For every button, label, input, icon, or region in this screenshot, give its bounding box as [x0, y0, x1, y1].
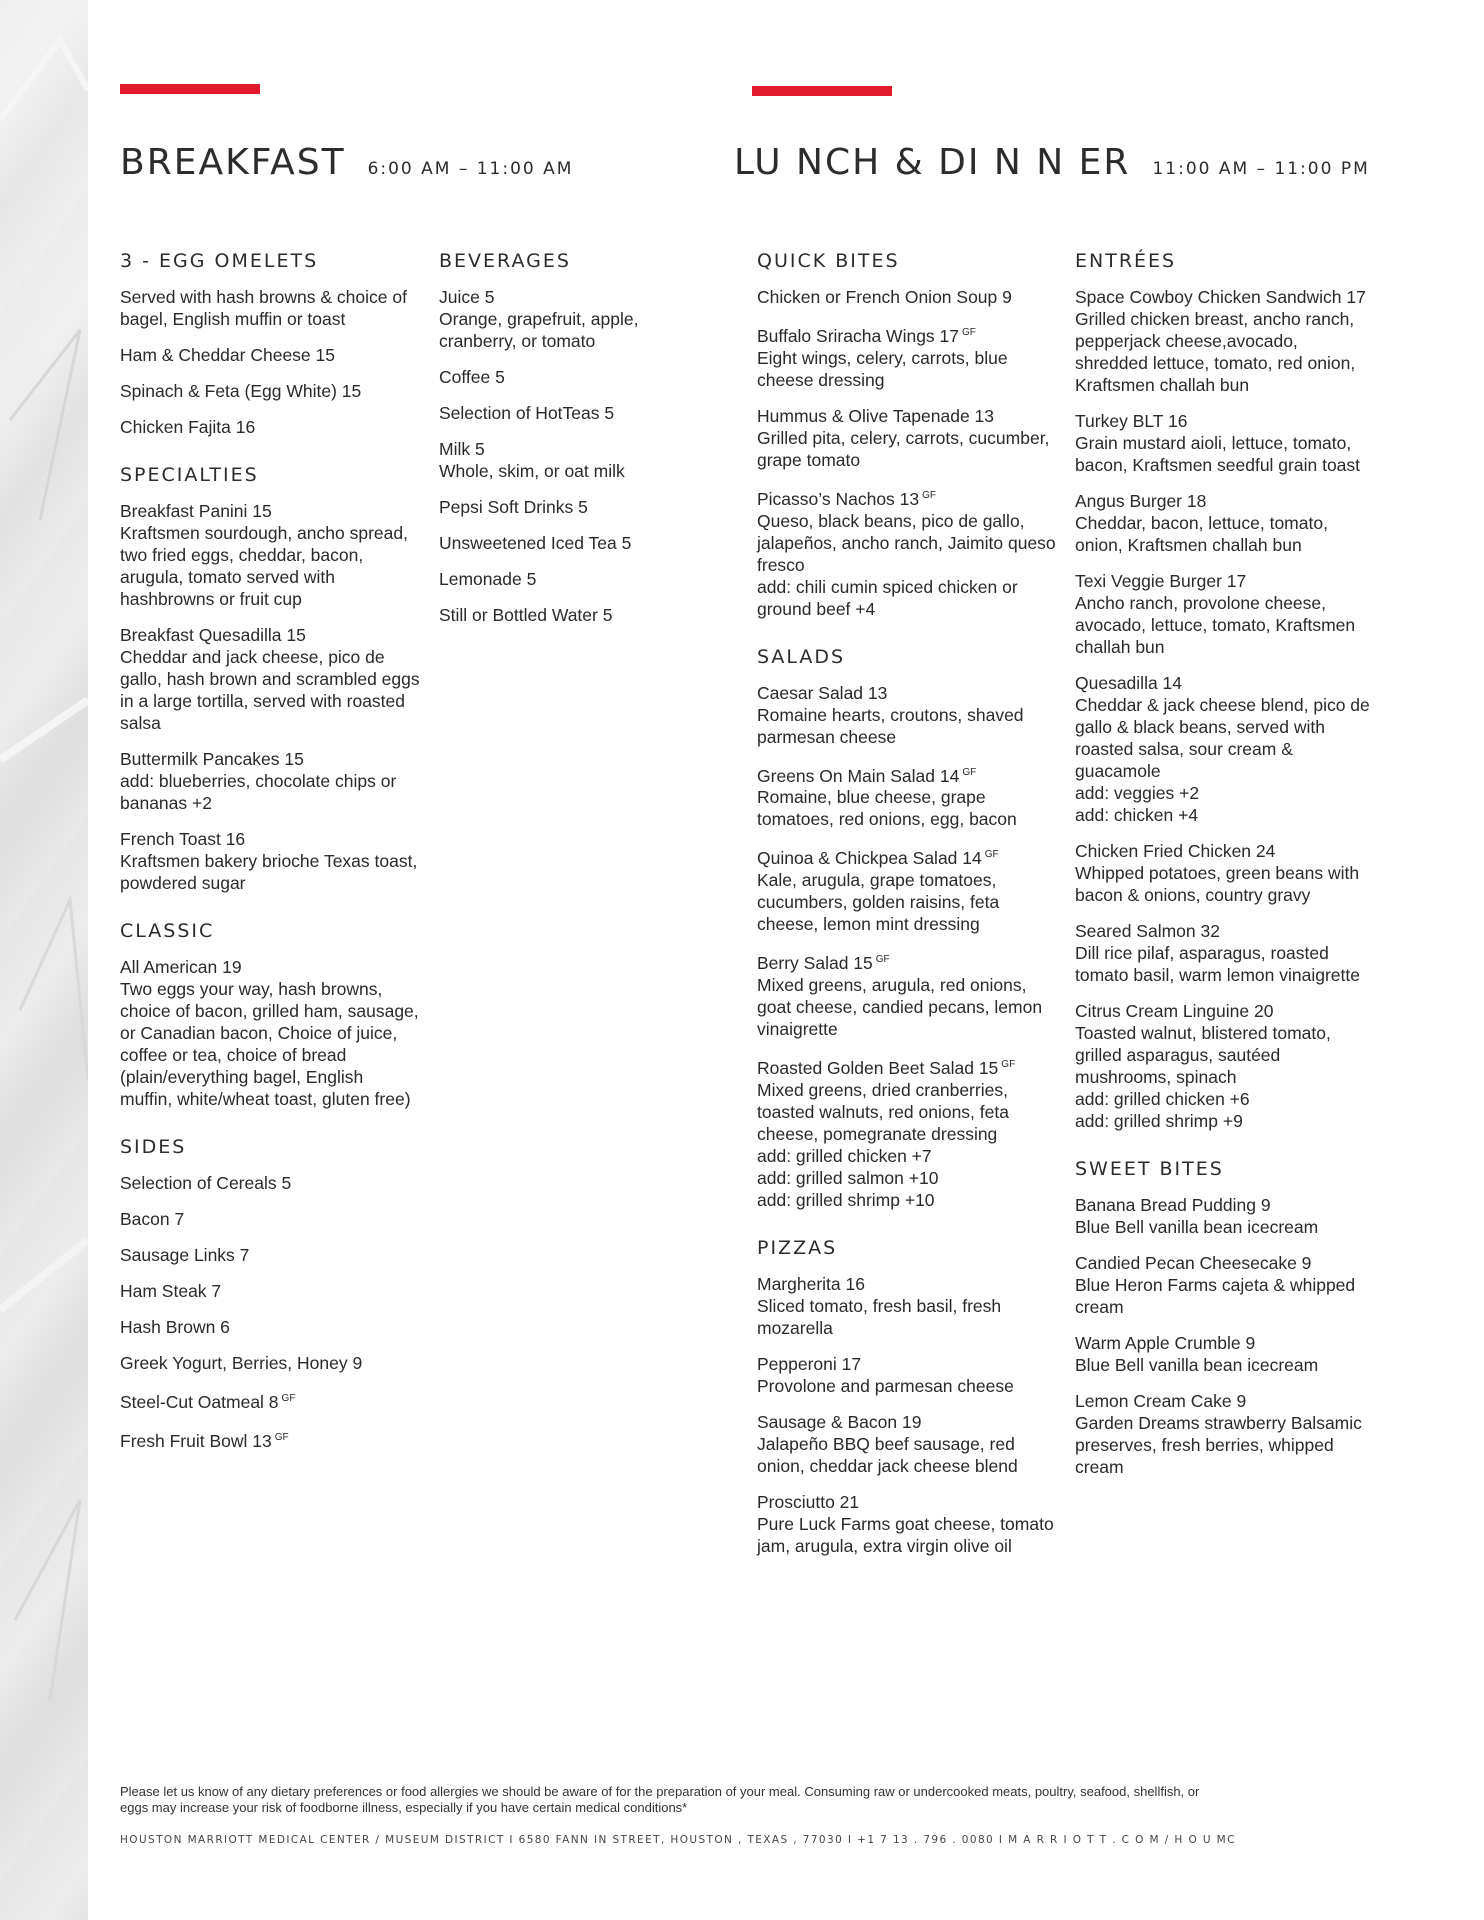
category-heading: 3 - EGG OMELETS	[120, 250, 319, 272]
item-name-text: Selection of Cereals 5	[120, 1173, 292, 1193]
menu-item	[757, 1411, 1057, 1477]
category-heading: CLASSIC	[120, 920, 215, 942]
menu-item	[1075, 570, 1375, 658]
category-heading: SIDES	[120, 1136, 187, 1158]
menu-item	[120, 380, 420, 402]
breakfast-accent-bar	[120, 84, 260, 94]
item-add-on: add: grilled salmon +10	[757, 1167, 939, 1188]
item-name-text: Pepsi Soft Drinks 5	[439, 497, 588, 517]
menu-item	[757, 485, 1057, 620]
item-description: Jalapeño BBQ beef sausage, red onion, cheddar jack cheese blend	[757, 1433, 1018, 1476]
item-name-text: All American 19	[120, 957, 242, 977]
item-name-price	[757, 485, 1057, 510]
lunch-dinner-hours: 11:00 AM – 11:00 PM	[1152, 159, 1370, 179]
item-name-price	[439, 496, 719, 518]
item-name-price	[120, 1388, 420, 1413]
item-add-on: add: veggies +2	[1075, 783, 1200, 803]
item-description: Orange, grapefruit, apple, cranberry, or tomato	[439, 309, 639, 351]
item-add-on: add: grilled shrimp +10	[757, 1189, 935, 1210]
item-name-price	[757, 1411, 1057, 1433]
item-description: Served with hash browns & choice of bagel, English muffin or toast	[120, 287, 407, 329]
item-description: Cheddar & jack cheese blend, pico de gallo & black beans, served with roasted salsa, sour cream & guacamole	[1075, 695, 1370, 781]
item-name-price	[439, 286, 719, 308]
item-name-price	[757, 1054, 1057, 1079]
menu-item	[120, 500, 420, 610]
menu-item	[757, 844, 1057, 935]
category-heading: PIZZAS	[757, 1236, 838, 1259]
item-name-price	[1075, 410, 1375, 432]
item-name-text: Spinach & Feta (Egg White) 15	[120, 381, 362, 401]
item-description: Ancho ranch, provolone cheese, avocado, lettuce, tomato, Kraftsmen challah bun	[1075, 593, 1356, 657]
item-name-text: Chicken or French Onion Soup 9	[757, 287, 1012, 307]
item-description: Provolone and parmesan cheese	[757, 1375, 1014, 1396]
item-name-price	[120, 1352, 420, 1374]
item-name-text: Warm Apple Crumble 9	[1075, 1333, 1256, 1353]
breakfast-column-1	[120, 250, 420, 1478]
item-add-on: add: chili cumin spiced chicken or ground beef +4	[757, 576, 1018, 619]
item-name-text: Pepperoni 17	[757, 1353, 862, 1374]
gluten-free-badge: GF	[962, 327, 976, 338]
item-name-text: Buttermilk Pancakes 15	[120, 749, 304, 769]
menu-item	[120, 956, 420, 1110]
item-description: Grain mustard aioli, lettuce, tomato, bacon, Kraftsmen seedful grain toast	[1075, 433, 1361, 475]
item-name-text: Selection of HotTeas 5	[439, 403, 615, 423]
item-name-text: Space Cowboy Chicken Sandwich 17	[1075, 287, 1366, 307]
gluten-free-badge: GF	[281, 1393, 296, 1404]
item-name-text: Juice 5	[439, 287, 495, 307]
gluten-free-badge: GF	[984, 849, 999, 861]
item-name-text: Chicken Fried Chicken 24	[1075, 841, 1276, 861]
item-name-text: Picasso’s Nachos 13	[757, 488, 920, 509]
item-name-price	[757, 322, 1057, 347]
breakfast-column-2	[439, 250, 719, 652]
menu-item	[120, 1316, 420, 1338]
item-name-text: Breakfast Quesadilla 15	[120, 625, 306, 645]
item-name-text: Berry Salad 15	[757, 953, 873, 974]
menu-item	[120, 828, 420, 894]
category-heading: SALADS	[757, 645, 846, 668]
menu-item	[439, 402, 719, 424]
menu-item	[439, 604, 719, 626]
item-description: Eight wings, celery, carrots, blue cheese dressing	[757, 347, 1008, 390]
item-name-price	[439, 402, 719, 424]
item-name-text: Still or Bottled Water 5	[439, 605, 613, 625]
item-name-price	[1075, 672, 1375, 694]
item-name-text: Texi Veggie Burger 17	[1075, 571, 1247, 591]
item-name-text: Hummus & Olive Tapenade 13	[757, 405, 995, 426]
item-description: Mixed greens, dried cranberries, toasted walnuts, red onions, feta cheese, pomegranate dressing	[757, 1079, 1009, 1144]
menu-section-classic	[120, 920, 420, 1110]
menu-section-beverages	[439, 250, 719, 626]
item-name-price	[120, 1172, 420, 1194]
menu-item	[120, 748, 420, 814]
item-name-price	[1075, 920, 1375, 942]
item-name-price	[1075, 286, 1375, 308]
category-heading: QUICK BITES	[757, 250, 900, 272]
item-name-text: Lemon Cream Cake 9	[1075, 1391, 1247, 1411]
marble-texture-icon	[0, 0, 88, 1920]
item-name-price	[1075, 570, 1375, 592]
item-name-price	[120, 828, 420, 850]
item-name-text: Steel-Cut Oatmeal 8	[120, 1391, 279, 1412]
menu-item	[120, 1244, 420, 1266]
menu-item	[757, 286, 1057, 308]
item-name-price	[439, 568, 719, 590]
item-name-price	[757, 405, 1057, 427]
item-name-price	[1075, 1194, 1375, 1216]
item-name-price	[439, 532, 719, 554]
item-name-price	[439, 366, 719, 388]
lunch-column-1	[757, 250, 1057, 1583]
menu-item	[120, 1427, 420, 1452]
item-name-price	[1075, 1000, 1375, 1022]
menu-section-salads	[757, 646, 1057, 1211]
item-name-price	[120, 1316, 420, 1338]
menu-section-entr-es	[1075, 250, 1375, 1132]
item-name-text: French Toast 16	[120, 829, 246, 849]
menu-item	[120, 344, 420, 366]
item-description: Dill rice pilaf, asparagus, roasted tomato basil, warm lemon vinaigrette	[1075, 943, 1360, 985]
menu-item	[1075, 1390, 1375, 1478]
category-heading: ENTRÉES	[1075, 250, 1177, 272]
menu-item	[1075, 490, 1375, 556]
menu-item	[120, 624, 420, 734]
menu-item	[757, 1273, 1057, 1339]
breakfast-heading	[120, 142, 573, 183]
item-name-price	[120, 624, 420, 646]
item-description: Sliced tomato, fresh basil, fresh mozarella	[757, 1295, 1002, 1338]
category-heading: SPECIALTIES	[120, 464, 259, 486]
item-name-text: Candied Pecan Cheesecake 9	[1075, 1253, 1312, 1273]
item-description: Garden Dreams strawberry Balsamic preserves, fresh berries, whipped cream	[1075, 1413, 1362, 1477]
item-description: Blue Bell vanilla bean icecream	[1075, 1355, 1319, 1375]
item-name-price	[120, 1244, 420, 1266]
breakfast-title: BREAKFAST	[120, 142, 346, 183]
item-description: Romaine, blue cheese, grape tomatoes, red onions, egg, bacon	[757, 787, 1017, 830]
item-name-text: Citrus Cream Linguine 20	[1075, 1001, 1274, 1021]
item-name-text: Buffalo Sriracha Wings 17	[757, 325, 960, 346]
item-name-price	[120, 416, 420, 438]
menu-section-sweet-bites	[1075, 1158, 1375, 1478]
menu-item	[757, 1491, 1057, 1557]
item-name-text: Lemonade 5	[439, 569, 537, 589]
item-description: Romaine hearts, croutons, shaved parmesan cheese	[757, 704, 1024, 747]
menu-item	[439, 568, 719, 590]
item-name-text: Coffee 5	[439, 367, 505, 387]
item-name-price	[120, 1208, 420, 1230]
item-name-price	[120, 500, 420, 522]
item-name-text: Seared Salmon 32	[1075, 921, 1220, 941]
menu-item	[757, 949, 1057, 1040]
item-description: Kraftsmen bakery brioche Texas toast, powdered sugar	[120, 851, 418, 893]
item-description: Grilled chicken breast, ancho ranch, pepperjack cheese,avocado, shredded lettuce, tomato, red onion, Kraftsmen challah bun	[1075, 309, 1356, 395]
gluten-free-badge: GF	[962, 766, 977, 778]
item-name-price	[1075, 490, 1375, 512]
menu-item	[1075, 1332, 1375, 1376]
gluten-free-badge: GF	[274, 1431, 289, 1443]
menu-section-3-egg-omelets	[120, 250, 420, 438]
hotel-footer: HOUSTON MARRIOTT MEDICAL CENTER / MUSEUM DISTRICT I 6580 FANN IN STREET, HOUSTON , TEXAS , 77030 I +1 7 13 . 796 . 0080 I M A R R I O T T . C O M / H O U MC	[120, 1834, 1236, 1846]
item-name-text: Hash Brown 6	[120, 1317, 230, 1337]
item-name-text: Ham & Cheddar Cheese 15	[120, 345, 335, 365]
item-name-text: Milk 5	[439, 439, 485, 459]
item-description: Whole, skim, or oat milk	[439, 461, 625, 481]
menu-item	[1075, 920, 1375, 986]
menu-item	[120, 1208, 420, 1230]
item-name-text: Quesadilla 14	[1075, 673, 1183, 693]
item-description: Kale, arugula, grape tomatoes, cucumbers, golden raisins, feta cheese, lemon mint dressing	[757, 870, 1000, 935]
gluten-free-badge: GF	[922, 489, 937, 501]
menu-section-sides	[120, 1136, 420, 1452]
item-name-text: Angus Burger 18	[1075, 491, 1207, 511]
item-name-price	[757, 682, 1057, 704]
item-name-price	[757, 1491, 1057, 1513]
item-name-price	[120, 748, 420, 770]
item-description: Whipped potatoes, green beans with bacon & onions, country gravy	[1075, 863, 1360, 905]
item-name-price	[120, 956, 420, 978]
item-name-text: Breakfast Panini 15	[120, 501, 272, 521]
item-name-price	[757, 286, 1057, 308]
item-name-price	[1075, 1252, 1375, 1274]
menu-item	[120, 286, 420, 330]
gluten-free-badge: GF	[875, 954, 890, 966]
item-name-text: Chicken Fajita 16	[120, 417, 256, 437]
item-name-text: Margherita 16	[757, 1273, 865, 1294]
item-name-price	[757, 949, 1057, 974]
item-name-text: Unsweetened Iced Tea 5	[439, 533, 632, 553]
item-description: Blue Bell vanilla bean icecream	[1075, 1217, 1319, 1237]
item-name-price	[757, 1273, 1057, 1295]
menu-item	[439, 438, 719, 482]
menu-item	[757, 322, 1057, 391]
item-description: Grilled pita, celery, carrots, cucumber, grape tomato	[757, 427, 1050, 470]
menu-item	[1075, 1194, 1375, 1238]
menu-item	[120, 1352, 420, 1374]
item-name-price	[120, 344, 420, 366]
menu-item	[757, 1054, 1057, 1211]
item-add-on: add: grilled shrimp +9	[1075, 1111, 1243, 1131]
menu-section-specialties	[120, 464, 420, 894]
item-name-text: Caesar Salad 13	[757, 682, 888, 703]
item-name-price	[120, 1280, 420, 1302]
item-name-price	[1075, 1332, 1375, 1354]
menu-item	[1075, 1000, 1375, 1132]
category-heading: SWEET BITES	[1075, 1158, 1224, 1180]
menu-item	[757, 682, 1057, 748]
menu-item	[1075, 672, 1375, 826]
item-name-price	[439, 604, 719, 626]
item-description: Toasted walnut, blistered tomato, grilled asparagus, sautéed mushrooms, spinach	[1075, 1023, 1331, 1087]
lunch-dinner-title: LU NCH & DI N N ER	[734, 142, 1131, 183]
item-name-text: Roasted Golden Beet Salad 15	[757, 1057, 999, 1078]
item-name-price	[120, 380, 420, 402]
item-name-text: Prosciutto 21	[757, 1491, 860, 1512]
menu-item	[120, 1280, 420, 1302]
decorative-side-panel	[0, 0, 88, 1920]
item-description: Cheddar and jack cheese, pico de gallo, hash brown and scrambled eggs in a large tortilla, served with roasted salsa	[120, 647, 420, 733]
item-description: Two eggs your way, hash browns, choice of bacon, grilled ham, sausage, or Canadian bacon, Choice of juice, coffee or tea, choice of bread (plain/everything bagel, English muffin, white/wheat toast, gluten free)	[120, 979, 419, 1109]
item-name-text: Ham Steak 7	[120, 1281, 222, 1301]
item-add-on: add: grilled chicken +7	[757, 1145, 932, 1166]
item-name-price	[120, 1427, 420, 1452]
menu-item	[439, 286, 719, 352]
menu-item	[757, 1353, 1057, 1397]
item-description: Queso, black beans, pico de gallo, jalapeños, ancho ranch, Jaimito queso fresco	[757, 510, 1056, 575]
menu-item	[120, 416, 420, 438]
menu-section-pizzas	[757, 1237, 1057, 1557]
menu-item	[1075, 840, 1375, 906]
menu-item	[757, 762, 1057, 831]
item-add-on: add: grilled chicken +6	[1075, 1089, 1250, 1109]
category-heading: BEVERAGES	[439, 250, 571, 272]
item-name-text: Greens On Main Salad 14	[757, 765, 960, 786]
item-name-price	[757, 844, 1057, 869]
lunch-column-2	[1075, 250, 1375, 1504]
breakfast-hours: 6:00 AM – 11:00 AM	[367, 159, 574, 179]
item-description: Cheddar, bacon, lettuce, tomato, onion, Kraftsmen challah bun	[1075, 513, 1328, 555]
item-name-price	[439, 438, 719, 460]
menu-item	[1075, 410, 1375, 476]
item-description: Kraftsmen sourdough, ancho spread, two fried eggs, cheddar, bacon, arugula, tomato served with hashbrowns or fruit cup	[120, 523, 408, 609]
item-name-text: Sausage Links 7	[120, 1245, 250, 1265]
item-description: Blue Heron Farms cajeta & whipped cream	[1075, 1275, 1356, 1317]
menu-item	[439, 366, 719, 388]
lunch-dinner-heading	[734, 142, 1370, 183]
menu-item	[439, 532, 719, 554]
item-name-text: Quinoa & Chickpea Salad 14	[757, 848, 982, 869]
item-name-text: Fresh Fruit Bowl 13	[120, 1430, 272, 1451]
lunch-accent-bar	[752, 86, 892, 96]
item-name-text: Bacon 7	[120, 1209, 185, 1229]
item-name-text: Sausage & Bacon 19	[757, 1411, 922, 1432]
menu-item	[1075, 286, 1375, 396]
item-add-on: add: chicken +4	[1075, 805, 1199, 825]
menu-section-quick-bites	[757, 250, 1057, 620]
item-name-price	[757, 1353, 1057, 1375]
menu-item	[120, 1172, 420, 1194]
gluten-free-badge: GF	[1001, 1059, 1016, 1071]
item-description: add: blueberries, chocolate chips or bananas +2	[120, 771, 397, 813]
item-description: Mixed greens, arugula, red onions, goat cheese, candied pecans, lemon vinaigrette	[757, 975, 1043, 1040]
item-name-text: Turkey BLT 16	[1075, 411, 1188, 431]
menu-item	[120, 1388, 420, 1413]
item-name-text: Greek Yogurt, Berries, Honey 9	[120, 1353, 363, 1373]
item-name-price	[1075, 840, 1375, 862]
item-name-price	[757, 762, 1057, 787]
menu-item	[1075, 1252, 1375, 1318]
item-name-text: Banana Bread Pudding 9	[1075, 1195, 1271, 1215]
menu-item	[439, 496, 719, 518]
item-name-price	[1075, 1390, 1375, 1412]
item-description: Pure Luck Farms goat cheese, tomato jam, arugula, extra virgin olive oil	[757, 1513, 1054, 1556]
allergy-disclaimer: Please let us know of any dietary preferences or food allergies we should be aware of for the preparation of your meal. Consuming raw or undercooked meats, poultry, seafood, shellfish, or eggs may increase your risk of foodborne illness, especially if you have certain medical conditions*	[120, 1784, 1200, 1815]
menu-item	[757, 405, 1057, 471]
